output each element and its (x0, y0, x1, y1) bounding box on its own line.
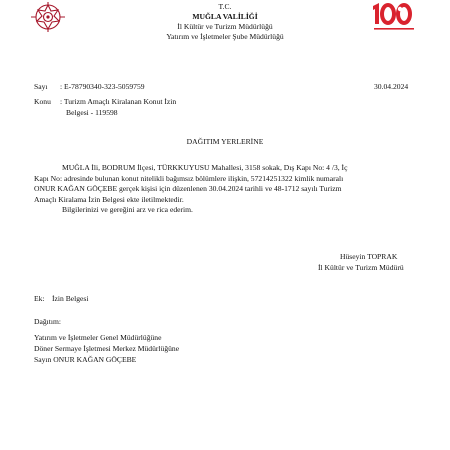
closing-sentence: Bilgilerinizi ve gereğini arz ve rica ederim. (62, 205, 193, 214)
header-branch: Yatırım ve İşletmeler Şube Müdürlüğü (166, 32, 284, 41)
body-line-3: ONUR KAĞAN GÖÇEBE gerçek kişisi için düzenlenen 30.04.2024 tarihli ve 48-1712 sayılı Turizm (34, 184, 342, 193)
signatory-name: Hüseyin TOPRAK (340, 252, 398, 261)
distribution-title: DAĞITIM YERLERİNE (186, 137, 264, 146)
konu-value-line1: : Turizm Amaçlı Kiralanan Konut İzin (60, 97, 177, 106)
distribution-label: Dağıtım: (34, 317, 61, 326)
document-date: 30.04.2024 (374, 82, 409, 91)
sayi-label: Sayı (34, 82, 48, 91)
distribution-item: Döner Sermaye İşletmesi Merkez Müdürlüğüne (34, 344, 180, 353)
attachment-value: İzin Belgesi (52, 294, 89, 303)
body-line-2: Kapı No: adresinde bulunan konut nitelikli bağımsız bölümlere ilişkin, 57214251322 kimlik numaralı (34, 174, 344, 183)
konu-value-line2: Belgesi - 119598 (66, 108, 118, 117)
attachment-label: Ek: (34, 294, 45, 303)
distribution-item: Sayın ONUR KAĞAN GÖÇEBE (34, 355, 137, 364)
sayi-value: : E-78790340-323-5059759 (60, 82, 145, 91)
distribution-item: Yatırım ve İşletmeler Genel Müdürlüğüne (34, 333, 162, 342)
body-line-1: MUĞLA İli, BODRUM İlçesi, TÜRKKUYUSU Mahallesi, 3158 sokak, Dış Kapı No: 4 /3, İç (62, 163, 348, 172)
signatory-title: İl Kültür ve Turizm Müdürü (318, 263, 404, 272)
header-governorship: MUĞLA VALİLİĞİ (192, 12, 258, 21)
header-tc: T.C. (218, 2, 232, 11)
header-directorate: İl Kültür ve Turizm Müdürlüğü (177, 22, 273, 31)
konu-label: Konu (34, 97, 51, 106)
body-line-4: Amaçlı Kiralama İzin Belgesi ekte iletilmektedir. (34, 195, 184, 204)
